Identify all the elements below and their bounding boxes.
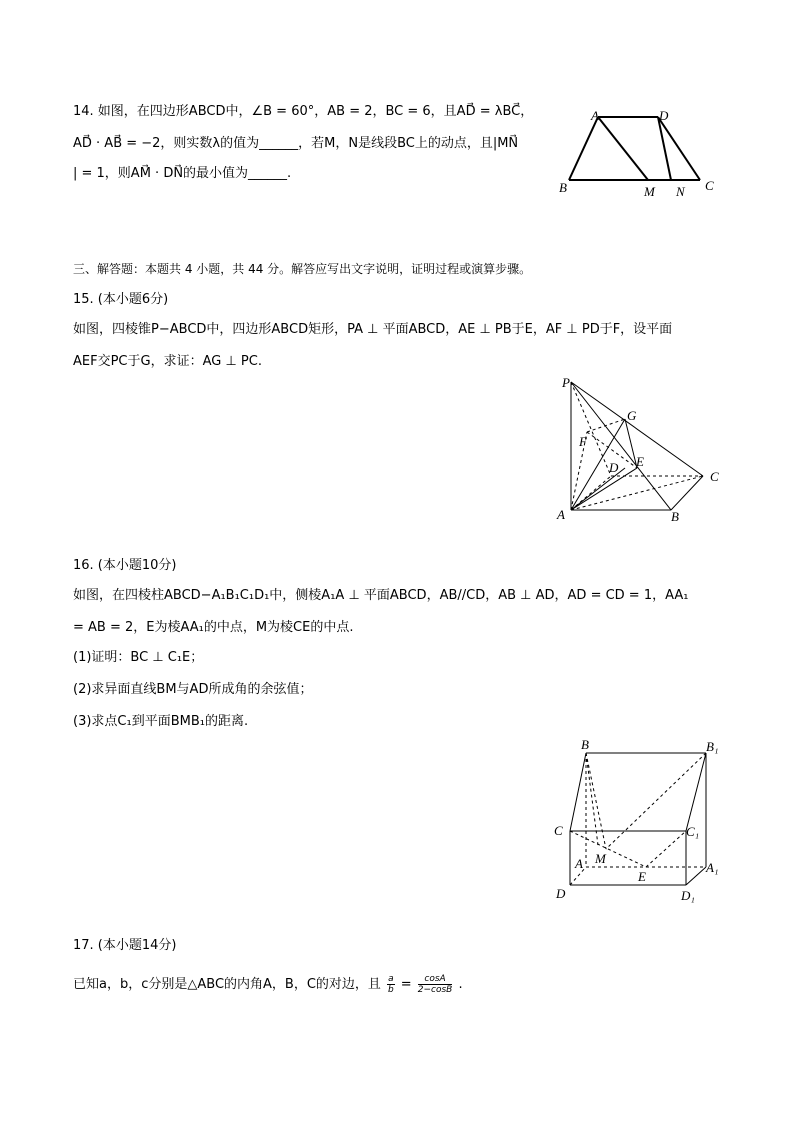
- q15-line1: 如图，四棱锥P−ABCD中，四边形ABCD矩形，PA ⊥ 平面ABCD，AE ⊥ PB于E，AF ⊥ PD于F，设平面: [73, 322, 673, 337]
- fraction-cos: [418, 974, 453, 995]
- label-B: B: [671, 509, 679, 524]
- label-A: A: [591, 108, 599, 123]
- q17-text: 已知a，b，c分别是△ABC的内角A，B，C的对边，且: [73, 977, 381, 992]
- frac-den-b: b: [387, 985, 394, 995]
- frac-num-a: a: [388, 974, 394, 984]
- q16-sub2: (2)求异面直线BM与AD所成角的余弦值；: [73, 682, 313, 697]
- q17-title: 17. (本小题14分): [73, 938, 177, 953]
- label-C1: C₁: [686, 824, 700, 839]
- q17-line1: [73, 974, 463, 995]
- q16-sub3: (3)求点C₁到平面BMB₁的距离.: [73, 714, 249, 729]
- q14-line2: AD⃗ · AB⃗ = −2，则实数λ的值为______，若M，N是线段BC上的动点，且|MN⃗: [73, 136, 519, 151]
- q14-line3: | = 1，则AM⃗ · DN⃗的最小值为______.: [73, 166, 292, 181]
- section3-heading: 三、解答题：本题共 4 小题，共 44 分。解答应写出文字说明，证明过程或演算步骤。: [73, 262, 532, 276]
- period: .: [458, 977, 463, 992]
- label-D: D: [609, 460, 619, 475]
- label-E: E: [636, 454, 644, 469]
- label-B1: B₁: [706, 739, 719, 754]
- label-C: C: [710, 469, 719, 484]
- label-C: C: [554, 823, 563, 838]
- label-A: A: [557, 507, 565, 522]
- q16-line2: = AB = 2，E为棱AA₁的中点，M为棱CE的中点.: [73, 620, 354, 635]
- label-B: B: [559, 180, 567, 195]
- q15-line2: AEF交PC于G，求证：AG ⊥ PC.: [73, 354, 262, 369]
- label-D: D: [659, 108, 669, 123]
- q16-title: 16. (本小题10分): [73, 558, 177, 573]
- fraction-a-over-b: [387, 974, 395, 995]
- trapezoid-figure: [555, 100, 730, 205]
- label-M: M: [644, 184, 655, 199]
- label-F: F: [579, 434, 587, 449]
- label-C: C: [705, 178, 714, 193]
- label-E: E: [638, 869, 646, 884]
- equals-sign: =: [400, 977, 412, 992]
- prism-figure: [548, 735, 728, 905]
- label-P: P: [562, 375, 570, 390]
- label-D: D: [556, 886, 566, 901]
- label-A1: A₁: [706, 860, 719, 875]
- q15-title: 15. (本小题6分): [73, 292, 169, 307]
- label-G: G: [627, 408, 637, 423]
- label-B: B: [581, 737, 589, 752]
- label-D1: D₁: [681, 888, 695, 903]
- q16-line1: 如图，在四棱柱ABCD−A₁B₁C₁D₁中，侧棱A₁A ⊥ 平面ABCD，AB//CD，AB ⊥ AD，AD = CD = 1，AA₁: [73, 588, 689, 603]
- frac-num-cosA: cosA: [418, 974, 453, 985]
- label-A: A: [575, 856, 583, 871]
- q14-line1: 14. 如图，在四边形ABCD中，∠B = 60°，AB = 2，BC = 6，且AD⃗ = λBC⃗，: [73, 104, 534, 119]
- pyramid-figure: [553, 372, 728, 527]
- label-N: N: [676, 184, 685, 199]
- frac-den-2-cosB: 2−cosB: [417, 985, 453, 995]
- q16-sub1: (1)证明：BC ⊥ C₁E；: [73, 650, 204, 665]
- label-M: M: [595, 851, 606, 866]
